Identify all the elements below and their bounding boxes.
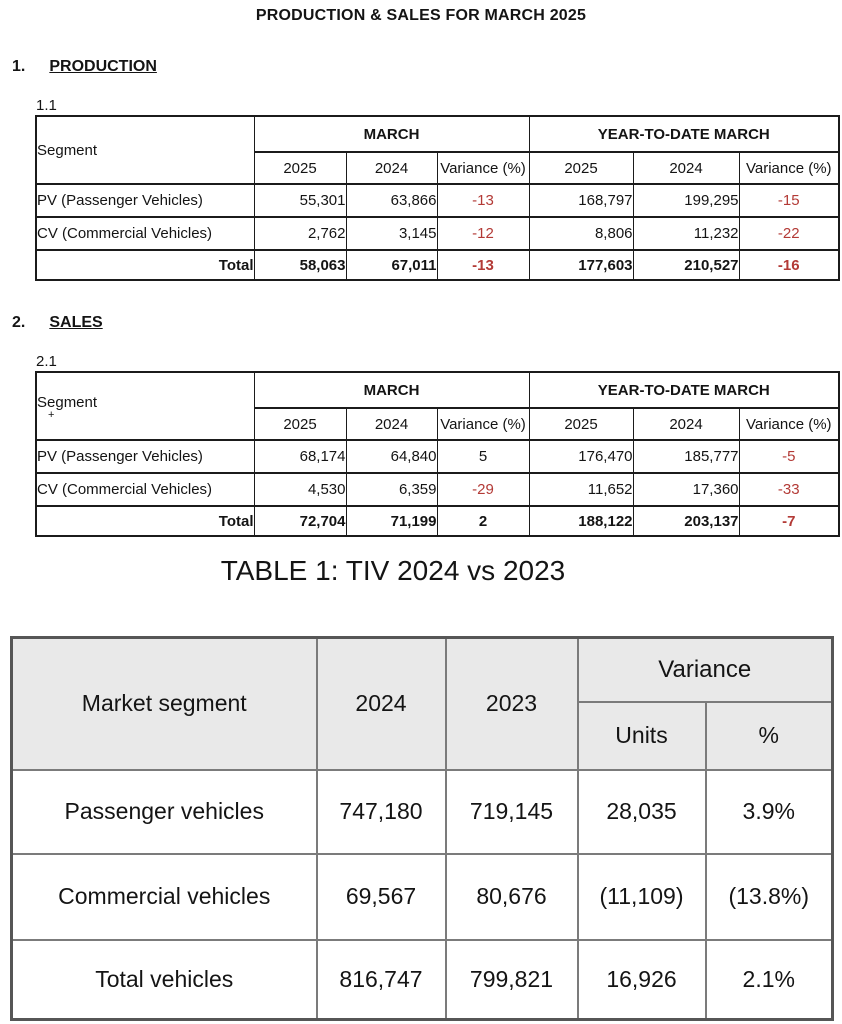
table-row: [12, 854, 833, 940]
segment-header-cell: [36, 116, 254, 184]
table-row: [12, 770, 833, 854]
value-cell: 3,145: [346, 217, 437, 250]
section-number: 1.: [12, 58, 26, 75]
total-value-cell: 177,603: [529, 250, 633, 280]
total-variance-cell: 2: [437, 506, 529, 536]
table-total-row: [36, 506, 839, 536]
value-cell: 68,174: [254, 440, 346, 473]
col-header-2025: 2025: [529, 152, 633, 184]
col-header-2024: 2024: [633, 408, 739, 440]
col-header-2024: 2024: [633, 152, 739, 184]
total-value-cell: 71,199: [346, 506, 437, 536]
march-group-header: MARCH: [254, 372, 529, 408]
value-cell: 8,806: [529, 217, 633, 250]
value-cell: 16,926: [578, 940, 706, 1020]
value-cell: 28,035: [578, 770, 706, 854]
ytd-group-header: YEAR-TO-DATE MARCH: [529, 372, 839, 408]
page-title: PRODUCTION & SALES FOR MARCH 2025: [255, 7, 587, 24]
total-value-cell: 58,063: [254, 250, 346, 280]
value-cell: 816,747: [317, 940, 446, 1020]
variance-cell: -33: [739, 473, 839, 506]
total-value-cell: 67,011: [346, 250, 437, 280]
value-cell: 3.9%: [706, 770, 833, 854]
value-cell: 6,359: [346, 473, 437, 506]
segment-cell: PV (Passenger Vehicles): [36, 184, 254, 217]
ytd-group-header: YEAR-TO-DATE MARCH: [529, 116, 839, 152]
section-sales-heading: [12, 314, 842, 332]
variance-cell: -15: [739, 184, 839, 217]
total-value-cell: 72,704: [254, 506, 346, 536]
value-cell: 2.1%: [706, 940, 833, 1020]
value-cell: 11,652: [529, 473, 633, 506]
table-header-row: [36, 372, 839, 408]
segment-cell: CV (Commercial Vehicles): [36, 217, 254, 250]
table-row: [12, 940, 833, 1020]
col-header-units: Units: [578, 702, 706, 770]
market-segment-header: Market segment: [12, 638, 317, 770]
segment-cell: PV (Passenger Vehicles): [36, 440, 254, 473]
subsection-label: 2.1: [36, 353, 57, 370]
variance-cell: -12: [437, 217, 529, 250]
col-header-2023: 2023: [446, 638, 578, 770]
value-cell: 64,840: [346, 440, 437, 473]
section-production-heading: [12, 58, 842, 76]
total-value-cell: 210,527: [633, 250, 739, 280]
table-row: [36, 217, 839, 250]
segment-cell: Commercial vehicles: [12, 854, 317, 940]
table-row: [36, 473, 839, 506]
segment-cell: CV (Commercial Vehicles): [36, 473, 254, 506]
variance-cell: -29: [437, 473, 529, 506]
total-value-cell: 203,137: [633, 506, 739, 536]
col-header-2025: 2025: [254, 152, 346, 184]
total-variance-cell: -7: [739, 506, 839, 536]
value-cell: 55,301: [254, 184, 346, 217]
table-header-row: [36, 116, 839, 152]
march-group-header: MARCH: [254, 116, 529, 152]
col-header-variance: Variance (%): [437, 152, 529, 184]
value-cell: 719,145: [446, 770, 578, 854]
segment-header-label: Segment: [37, 394, 98, 411]
segment-header-cell: [36, 372, 254, 440]
col-header-variance: Variance (%): [739, 408, 839, 440]
sales-table: [35, 371, 840, 537]
value-cell: 176,470: [529, 440, 633, 473]
col-header-variance: Variance (%): [437, 408, 529, 440]
col-header-2024: 2024: [317, 638, 446, 770]
col-header-2025: 2025: [529, 408, 633, 440]
total-label: Total: [36, 506, 254, 536]
tiv-header-row: [12, 638, 833, 702]
table-total-row: [36, 250, 839, 280]
value-cell: 185,777: [633, 440, 739, 473]
variance-cell: -5: [739, 440, 839, 473]
table-row: [36, 184, 839, 217]
value-cell: 69,567: [317, 854, 446, 940]
variance-group-header: Variance: [578, 638, 833, 702]
variance-cell: -13: [437, 184, 529, 217]
section-title: SALES: [49, 314, 103, 331]
col-header-percent: %: [706, 702, 833, 770]
variance-cell: -22: [739, 217, 839, 250]
value-cell: (13.8%): [706, 854, 833, 940]
value-cell: 63,866: [346, 184, 437, 217]
value-cell: 2,762: [254, 217, 346, 250]
section-number: 2.: [12, 314, 26, 331]
value-cell: 80,676: [446, 854, 578, 940]
value-cell: 11,232: [633, 217, 739, 250]
tiv-table-title: TABLE 1: TIV 2024 vs 2023: [220, 555, 566, 586]
tiv-table: [10, 636, 834, 1021]
value-cell: 747,180: [317, 770, 446, 854]
col-header-variance: Variance (%): [739, 152, 839, 184]
value-cell: 199,295: [633, 184, 739, 217]
col-header-2025: 2025: [254, 408, 346, 440]
total-variance-cell: -13: [437, 250, 529, 280]
value-cell: 168,797: [529, 184, 633, 217]
total-variance-cell: -16: [739, 250, 839, 280]
segment-cell: Total vehicles: [12, 940, 317, 1020]
value-cell: 799,821: [446, 940, 578, 1020]
variance-cell: 5: [437, 440, 529, 473]
section-title: PRODUCTION: [49, 58, 157, 75]
table-row: [36, 440, 839, 473]
segment-header-label: Segment: [37, 141, 98, 159]
total-value-cell: 188,122: [529, 506, 633, 536]
segment-cell: Passenger vehicles: [12, 770, 317, 854]
production-table: [35, 115, 840, 281]
col-header-2024: 2024: [346, 152, 437, 184]
subsection-label: 1.1: [36, 97, 57, 114]
value-cell: 4,530: [254, 473, 346, 506]
value-cell: 17,360: [633, 473, 739, 506]
total-label: Total: [36, 250, 254, 280]
segment-note-mark: +: [48, 409, 55, 421]
col-header-2024: 2024: [346, 408, 437, 440]
value-cell: (11,109): [578, 854, 706, 940]
